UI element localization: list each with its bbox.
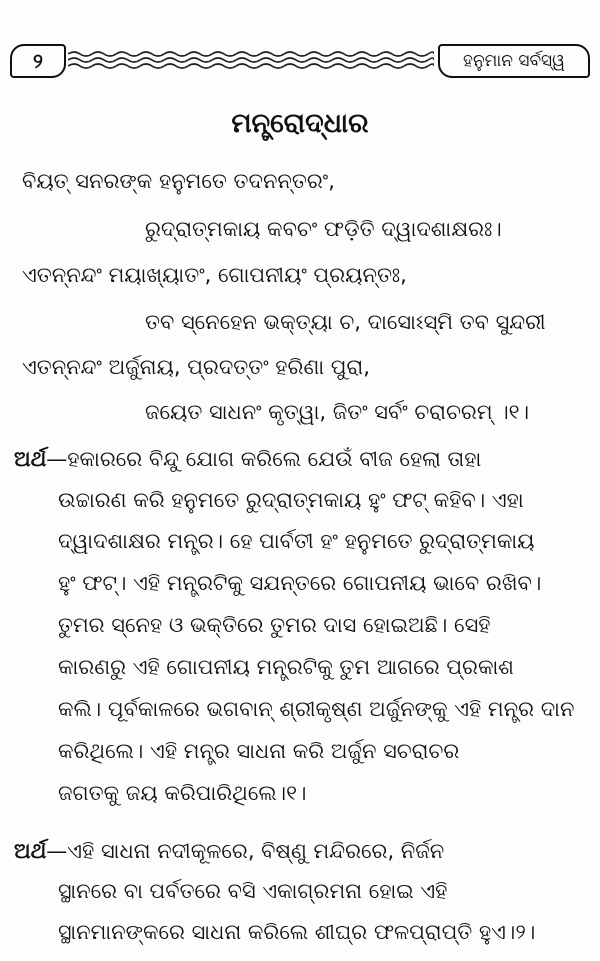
- page-number: ୨: [10, 44, 66, 78]
- meaning-first-line: [14, 444, 481, 474]
- verse-line: ବିୟତ୍ ସନରଙ୍କ ହନୁମତେ ତଦନନ୍ତରଂ,: [22, 169, 335, 193]
- meaning-label: ଅର୍ଥ: [14, 447, 47, 471]
- book-title: ହନୁମାନ ସର୍ବସ୍ୱ: [438, 44, 590, 78]
- meaning-line: ଉଚ୍ଚାରଣ କରି ହନୁମତେ ରୁଦ୍ରାତ୍ମକାୟ ହୁଂ ଫଟ୍ କହିବ। ଏହା: [58, 488, 524, 512]
- verse-line: ତବ ସ୍ନେହେନ ଭକ୍ତ୍ୟା ଚ, ଦାସୋଽସ୍ମି ତବ ସୁନ୍ଦରୀ: [145, 310, 546, 334]
- meaning-line: ଦ୍ୱାଦଶାକ୍ଷର ମନ୍ତ୍ର। ହେ ପାର୍ବତୀ ହଂ ହନୁମତେ ରୁଦ୍ରାତ୍ମକାୟ: [58, 529, 535, 553]
- meaning-line: କାରଣରୁ ଏହି ଗୋପନୀୟ ମନ୍ତ୍ରଟିକୁ ତୁମ ଆଗରେ ପ୍ରକାଶ: [58, 655, 514, 679]
- meaning-line: କରିଥିଲେ। ଏହି ମନ୍ତ୍ର ସାଧନା କରି ଅର୍ଜୁନ ସଚରାଚର: [58, 739, 460, 763]
- verse-line: ଏତନ୍ନନ୍ଦଂ ମୟାଖ୍ୟାତଂ, ଗୋପନୀୟଂ ପ୍ରୟନ୍ତଃ,: [22, 263, 407, 287]
- page-header: [10, 44, 590, 80]
- verse-line: ଜୟେତ ସାଧନଂ କୃତ୍ୱା, ଜିତଂ ସର୍ବଂ ଚରାଚରମ୍ ।୧।: [145, 400, 530, 424]
- meaning-line: ତୁମର ସ୍ନେହ ଓ ଭକ୍ତିରେ ତୁମର ଦାସ ହୋଇଅଛି। ସେହି: [58, 613, 491, 637]
- meaning-text: —ହକାରରେ ବିନ୍ଦୁ ଯୋଗ କରିଲେ ଯେଉଁ ବୀଜ ହେଲା ତାହା: [46, 447, 482, 471]
- decorative-wave-border: [68, 48, 434, 72]
- meaning-first-line: [14, 836, 444, 866]
- meaning-line: ସ୍ଥାନମାନଙ୍କରେ ସାଧନା କରିଲେ ଶୀଘ୍ର ଫଳପ୍ରାପ୍ତି ହୁଏ।୨।: [58, 920, 536, 944]
- verse-line: ରୁଦ୍ରାତ୍ମକାୟ କବଚଂ ଫଡ଼ିତି ଦ୍ୱାଦଶାକ୍ଷରଃ।: [145, 217, 502, 241]
- meaning-label: ଅର୍ଥ: [14, 839, 47, 863]
- meaning-line: ହୁଂ ଫଟ୍। ଏହି ମନ୍ତ୍ରଟିକୁ ସଯନ୍ତରେ ଗୋପନୀୟ ଭାବେ ରଖିବ।: [58, 571, 542, 595]
- meaning-text: —ଏହି ସାଧନା ନଦୀକୂଳରେ, ବିଷ୍ଣୁ ମନ୍ଦିରରେ, ନିର୍ଜନ: [46, 839, 445, 863]
- section-heading: ମନ୍ତ୍ରୋଦ୍ଧାର: [231, 108, 369, 139]
- meaning-line: କଲି। ପୂର୍ବକାଳରେ ଭଗବାନ୍ ଶ୍ରୀକୃଷ୍ଣ ଅର୍ଜୁନଙ୍କୁ ଏହି ମନ୍ତ୍ର ଦାନ: [58, 697, 575, 721]
- meaning-line: ଜଗତକୁ ଜୟ କରିପାରିଥିଲେ।୧।: [58, 781, 307, 805]
- verse-line: ଏତନ୍ନନ୍ଦଂ ଅର୍ଜୁନାୟ, ପ୍ରଦତ୍ତଂ ହରିଣା ପୁରା,: [22, 355, 370, 379]
- meaning-line: ସ୍ଥାନରେ ବା ପର୍ବତରେ ବସି ଏକାଗ୍ରମନା ହୋଇ ଏହି: [58, 879, 448, 903]
